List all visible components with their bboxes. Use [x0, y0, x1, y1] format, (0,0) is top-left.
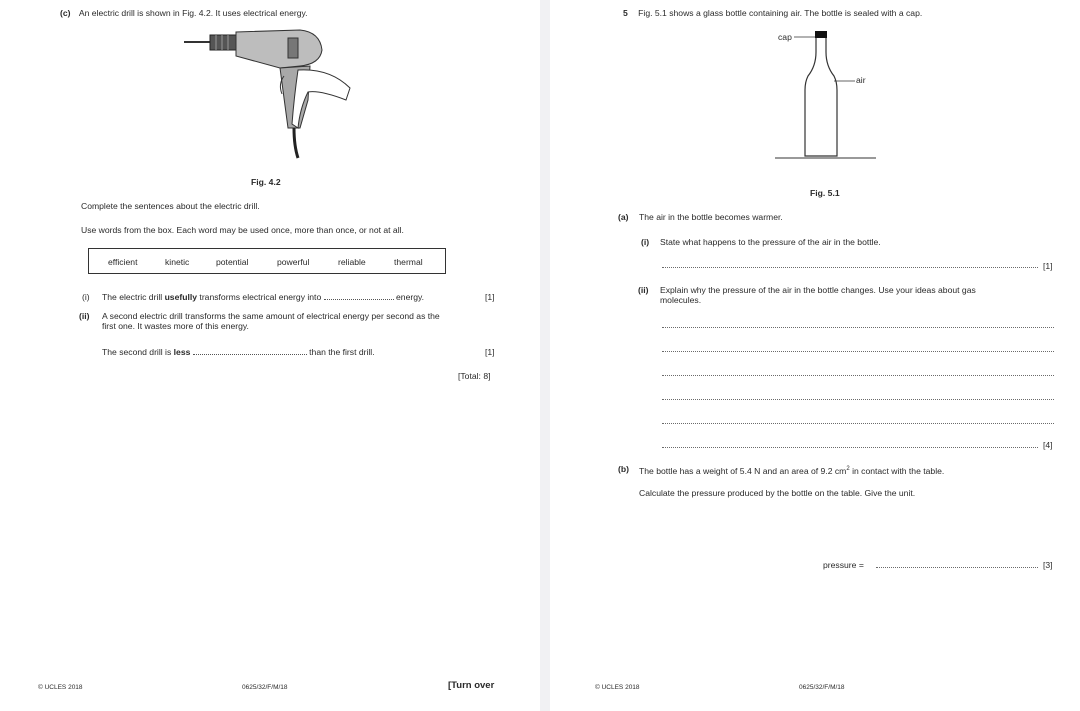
part-ii-sentence: The second drill is less than the first drill.: [102, 347, 375, 357]
glass-bottle-figure: [772, 28, 892, 163]
bottle-outline: [805, 38, 837, 156]
fig-4-2-caption: Fig. 4.2: [251, 177, 281, 187]
answer-line-a-ii-4[interactable]: [662, 399, 1054, 400]
label-cap: cap: [778, 32, 792, 42]
part-a-ii-line2: molecules.: [660, 295, 702, 305]
question-c-text: An electric drill is shown in Fig. 4.2. It uses electrical energy.: [78, 8, 308, 18]
part-i-marks: [1]: [485, 292, 495, 302]
label-air: air: [856, 75, 866, 85]
part-ii-line1: A second electric drill transforms the same amount of electrical energy per second as the: [102, 311, 440, 321]
word-powerful: powerful: [277, 257, 310, 267]
question-5-text: Fig. 5.1 shows a glass bottle containing air. The bottle is sealed with a cap.: [638, 8, 923, 18]
answer-blank-i[interactable]: [324, 292, 394, 300]
total-marks: [Total: 8]: [458, 371, 491, 381]
part-a-label: (a): [618, 212, 629, 222]
drill-body: [236, 30, 322, 68]
right-page: [550, 0, 1080, 711]
word-thermal: thermal: [394, 257, 423, 267]
part-b-marks: [3]: [1043, 560, 1053, 570]
word-efficient: efficient: [108, 257, 138, 267]
answer-line-a-ii-5[interactable]: [662, 423, 1054, 424]
part-i-label: (i): [82, 292, 90, 302]
instruction-use-words: Use words from the box. Each word may be used once, more than once, or not at all.: [81, 225, 404, 235]
bottle-cap: [815, 31, 827, 38]
question-5: [623, 8, 922, 18]
part-ii-marks: [1]: [485, 347, 495, 357]
part-a-i-label: (i): [641, 237, 650, 247]
word-kinetic: kinetic: [165, 257, 190, 267]
part-ii-label: (ii): [79, 311, 90, 321]
answer-blank-ii[interactable]: [193, 347, 307, 355]
word-box: [88, 248, 446, 274]
instruction-complete: Complete the sentences about the electric drill.: [81, 201, 260, 211]
part-b-text: The bottle has a weight of 5.4 N and an area of 9.2 $cm^2$ in contact with the table.: [639, 465, 945, 476]
footer-code-right: 0625/32/F/M/18: [799, 684, 845, 691]
part-a-ii-label: (ii): [638, 285, 649, 295]
part-ii-line2: first one. It wastes more of this energy.: [102, 321, 249, 331]
electric-drill-figure: [180, 28, 360, 163]
word-potential: potential: [216, 257, 249, 267]
answer-line-a-i[interactable]: [662, 267, 1038, 268]
footer-code: 0625/32/F/M/18: [242, 684, 288, 691]
answer-line-a-ii-1[interactable]: [662, 327, 1054, 328]
part-a-i-marks: [1]: [1043, 261, 1053, 271]
answer-line-a-ii-6[interactable]: [662, 447, 1038, 448]
part-b-label: (b): [618, 464, 629, 474]
footer-copyright-right: © UCLES 2018: [595, 684, 640, 691]
fig-5-1-caption: Fig. 5.1: [810, 188, 840, 198]
turn-over: [Turn over: [448, 680, 495, 691]
answer-line-a-ii-3[interactable]: [662, 375, 1054, 376]
part-a-text: The air in the bottle becomes warmer.: [639, 212, 783, 222]
question-5-number: 5: [623, 8, 628, 18]
question-c-label: (c): [60, 8, 71, 18]
part-a-ii-line1: Explain why the pressure of the air in the bottle changes. Use your ideas about gas: [660, 285, 976, 295]
footer-copyright: © UCLES 2018: [38, 684, 83, 691]
part-b-instruction: Calculate the pressure produced by the bottle on the table. Give the unit.: [639, 488, 916, 498]
part-a-i-text: State what happens to the pressure of the air in the bottle.: [660, 237, 881, 247]
drill-chuck: [210, 35, 236, 50]
part-a-ii-marks: [4]: [1043, 440, 1053, 450]
pressure-label: pressure =: [823, 560, 864, 570]
question-c: [60, 8, 308, 18]
answer-line-a-ii-2[interactable]: [662, 351, 1054, 352]
pressure-answer-line[interactable]: [876, 567, 1038, 568]
word-reliable: reliable: [338, 257, 366, 267]
part-i-sentence: The electric drill usefully transforms electrical energy into energy.: [102, 292, 425, 302]
drill-cable: [294, 128, 298, 158]
